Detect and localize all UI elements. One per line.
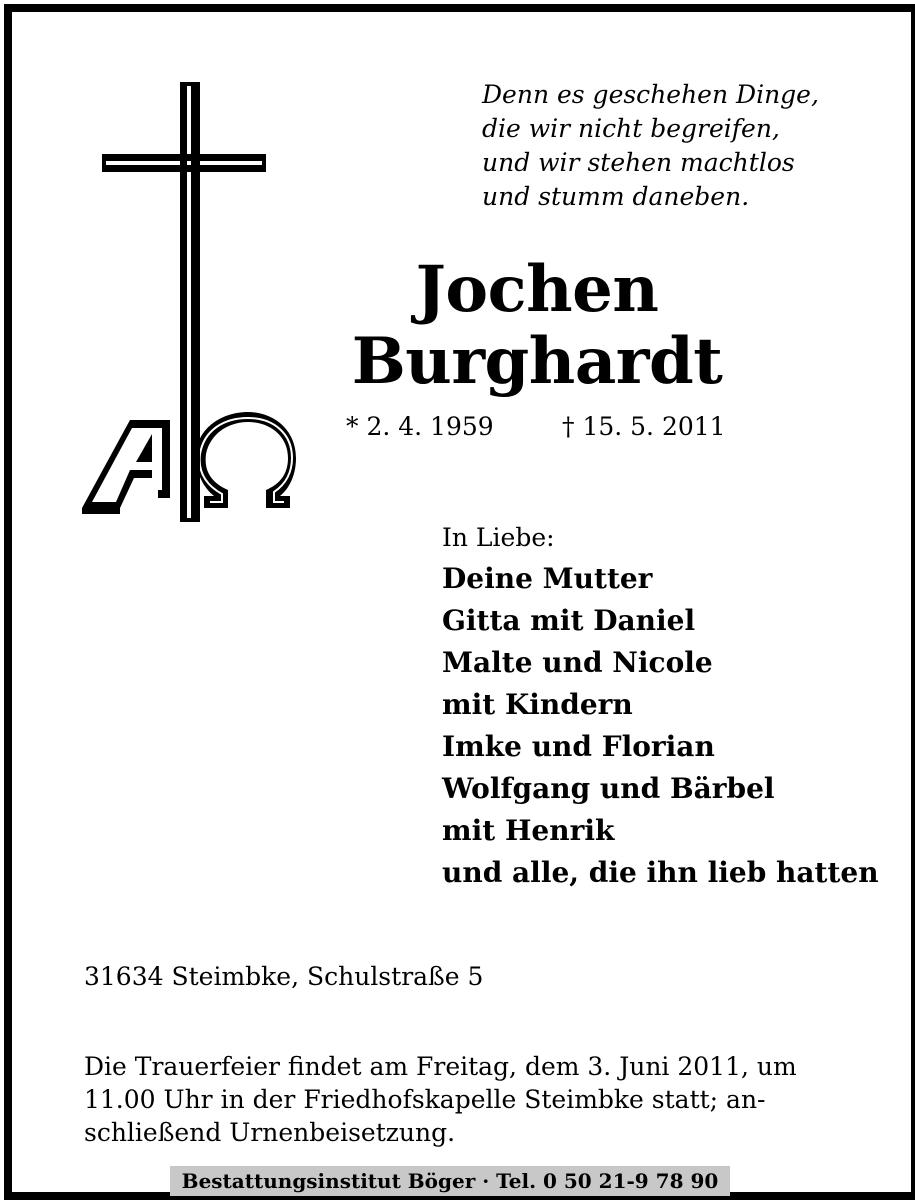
- notice-line: schließend Urnenbeisetzung.: [84, 1118, 456, 1147]
- obituary-frame: [4, 4, 915, 1200]
- mourner-line: Gitta mit Daniel: [442, 604, 696, 637]
- mourner-line: Wolfgang und Bärbel: [442, 772, 775, 805]
- birth-date: * 2. 4. 1959: [346, 412, 494, 441]
- cross-alpha-omega-icon: [76, 78, 296, 530]
- omega-icon: [196, 412, 296, 508]
- mourner-line: und alle, die ihn lieb hatten: [442, 856, 879, 889]
- mourners-intro: In Liebe:: [442, 523, 555, 552]
- motto-line: und wir stehen machtlos: [482, 148, 795, 177]
- mourners-list: [442, 518, 902, 894]
- family-address: 31634 Steimbke, Schulstraße 5: [84, 962, 484, 991]
- motto-line: Denn es geschehen Dinge,: [482, 80, 819, 109]
- last-name: Burghardt: [351, 324, 723, 399]
- motto-line: und stumm daneben.: [482, 182, 750, 211]
- life-dates: [346, 412, 766, 441]
- death-date: † 15. 5. 2011: [562, 412, 726, 441]
- motto-verse: [482, 78, 902, 214]
- motto-line: die wir nicht begreifen,: [482, 114, 780, 143]
- funeral-notice: [84, 1050, 864, 1149]
- mourner-line: Deine Mutter: [442, 562, 653, 595]
- alpha-icon: [82, 420, 170, 514]
- funeral-home-footer: Bestattungsinstitut Böger · Tel. 0 50 21-9 78 90: [170, 1166, 730, 1196]
- notice-line: Die Trauerfeier findet am Freitag, dem 3. Juni 2011, um: [84, 1052, 797, 1081]
- mourner-line: mit Kindern: [442, 688, 633, 721]
- notice-line: 11.00 Uhr in der Friedhofskapelle Steimbke statt; an-: [84, 1085, 766, 1114]
- mourner-line: Malte und Nicole: [442, 646, 713, 679]
- first-name: Jochen: [415, 252, 659, 327]
- deceased-name: [342, 254, 732, 398]
- mourner-line: Imke und Florian: [442, 730, 715, 763]
- mourner-line: mit Henrik: [442, 814, 615, 847]
